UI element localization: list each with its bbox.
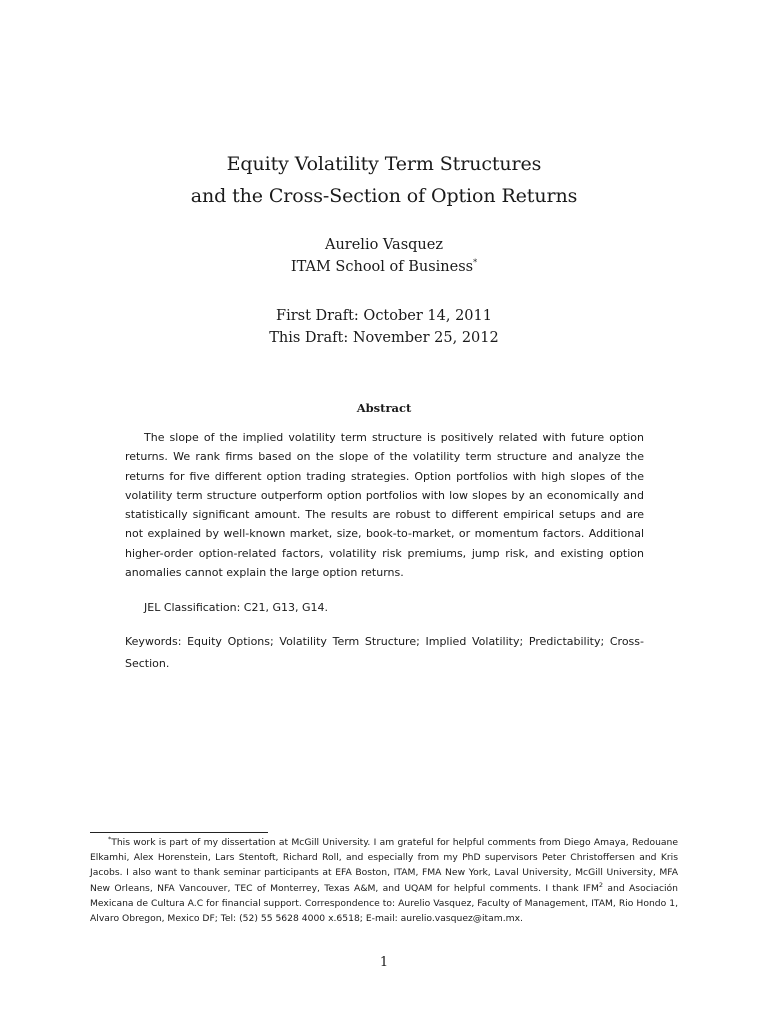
footnote-text-part1: This work is part of my dissertation at McGill University. I am grateful for helpful comments from Diego Amaya, Redouane Elkamhi, Alex Horenstein, Lars Stentoft, Richard Roll, and especially from my PhD supervisors Peter Christoffersen and Kris Jacobs. I also want to thank seminar participants at EFA Boston, ITAM, FMA New York, Laval University, McGill University, MFA New Orleans, NFA Vancouver, TEC of Monterrey, Texas A&M, and UQAM for helpful comments. I thank IFM xyxy=(90,837,678,894)
draft-dates xyxy=(0,305,768,349)
abstract-body: The slope of the implied volatility term structure is positively related with future option returns. We rank firms based on the slope of the volatility term structure and analyze the returns for five different option trading strategies. Option portfolios with high slopes of the volatility term structure outperform option portfolios with low slopes by an economically and statistically significant amount. The results are robust to different empirical setups and are not explained by well-known market, size, book-to-market, or momentum factors. Additional higher-order option-related factors, volatility risk premiums, jump risk, and existing option anomalies cannot explain the large option returns. xyxy=(125,431,644,580)
footnote-mark: * xyxy=(108,834,112,843)
footnote-rule xyxy=(90,832,268,833)
page-number: 1 xyxy=(379,955,389,970)
keywords: Keywords: Equity Options; Volatility Term Structure; Implied Volatility; Predictability; Cross-Section. xyxy=(125,635,644,670)
footnote-superscript: 2 xyxy=(598,880,604,889)
title-line-2: and the Cross-Section of Option Returns xyxy=(190,185,578,207)
footnote-text-part2: and Asociación Mexicana de Cultura A.C for financial support. Correspondence to: Aurelio Vasquez, Faculty of Management, ITAM, Rio Hondo 1, Alvaro Obregon, Mexico DF; Tel: (52) 55 5628 4000 x.6518; E-mail: aurelio.vasquez@itam.mx. xyxy=(90,882,678,925)
author-name: Aurelio Vasquez xyxy=(324,237,443,253)
author-affiliation: ITAM School of Business xyxy=(290,259,474,275)
footnote xyxy=(90,835,678,926)
affiliation-footnote-mark: * xyxy=(473,258,478,268)
paper-title xyxy=(0,148,768,212)
author-block xyxy=(0,234,768,278)
abstract-heading: Abstract xyxy=(356,401,412,415)
first-draft-date: First Draft: October 14, 2011 xyxy=(276,308,492,324)
this-draft-date: This Draft: November 25, 2012 xyxy=(269,330,499,346)
author-affiliation-line xyxy=(0,256,768,278)
jel-classification: JEL Classification: C21, G13, G14. xyxy=(144,601,329,614)
title-line-1: Equity Volatility Term Structures xyxy=(226,153,542,175)
